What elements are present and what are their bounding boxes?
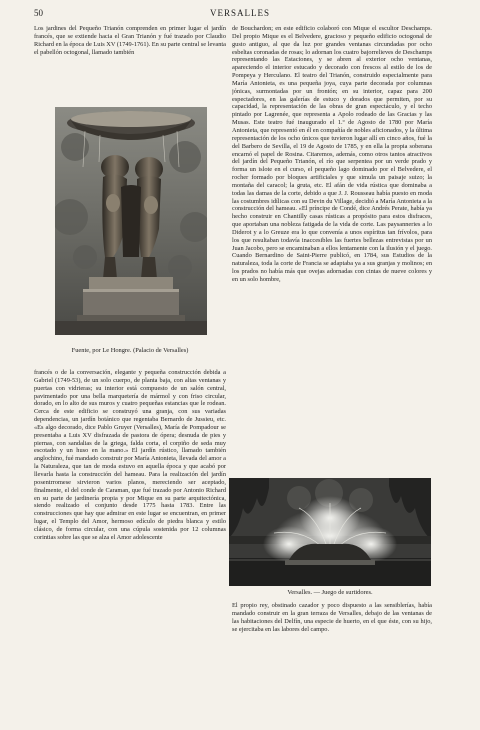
paragraph: de Bouchardon; en este edificio colaboró con Mique el escultor Deschamps. Del propio Mique es el Belvedere, gracioso y pequeño edificio octogonal de gusto antiguo, al que da luz por grandes ventanas circundadas por ocho esbeltas coronadas de rosas; lo adornan los cuatro bajorrelieves de Deschamps representando las Estaciones, y se abren al exterior ocho ventanas, apareciendo el interior estucado y decorado con frescos al estilo de los de Pompeya y Herculano. El teatro del Trianón, construido especialmente para María Antonieta, es una pequeña joya, cuya parte decorada por columnas jónicas, surmontadas por un frontón; en su interior, capaz para 200 espectadores, en las galerías de estuco y dorados que permiten, por su capacidad, la representación de las obras de gran espectáculo, y el techo pintado por Lagrenée, que representa a Apolo rodeado de las Gracias y las Musas. Este teatro fué inaugurado el 1.º de Agosto de 1780 por María Antonieta, que representó en él en compañía de nobles aficionados, y la última representación de los ocho únicos que tuvieron lugar allí en cinco años, fué la del Barbero de Sevilla, el 19 de Agosto de 1785, y en ella la propia soberana encarnó el papel de Rosina. Citaremos, además, como otros tantos atractivos del jardín del Pequeño Trianón, el río que serpentea por un verde prado y forma un islote en el curso, el pequeño lago dominado por el Belvedere, el rocher formado por bloques artificiales y que simula un paisaje suizo; la montaña del caracol; la gruta, etc. El afán de vida rústica que dominaba a todas las damas de la corte, debido a que J. J. Rousseau había puesto en moda las costumbres idílicas con su Devin du Village, decidió a María Antonieta a la construcción del hameau. «El príncipe de Condé, dice Andrés Perate, había ya hecho construir en Chantilly casas rústicas a propósito para estos disfraces, que aportaban una nobleza fatigada de la vida de corte. Las paysanneries a lo Diderot y a lo Greuze era lo que convenía a unos espíritus tan frívolos, para los que resultaban todavía inaccesibles las fuertes bellezas entrevistas por un Juan Jacobo, pero se encaminaban a ellos lentamente con la ilusión y el juego. Cuando Bernardino de Saint-Pierre publicó, en 1784, sus Estudios de la naturaleza, toda la corte de Francia se adaptaba ya a sus granjas y molinos; en los prados no había más que ovejas adornadas con cintas de nueve colores y en un solo hombre, (232, 25, 432, 283)
page-number: 50 (34, 8, 43, 18)
paragraph: El propio rey, obstinado cazador y poco dispuesto a las sensiblerías, había mandado construir en la gran terraza de Versalles, debajo de las ventanas de las habitaciones del Delfín, una especie de huerto, en el que éste, con su hijo, se ejercitaba en las labores del campo. (232, 602, 432, 633)
paragraph: Los jardines del Pequeño Trianón comprenden en primer lugar el jardín francés, que se extiende hacia el Gran Trianón y fué trazado por Claudio Richard en la época de Luis XV (1749-1761). En su parte central se levanta el pabellón octogonal, llamado también (34, 25, 226, 56)
fountain-illustration (55, 107, 207, 335)
fountain-jets-caption: Versalles. — Juego de surtidores. (287, 589, 373, 596)
text-column-left-bottom (34, 369, 226, 727)
fountain-jets-illustration (229, 478, 431, 586)
fountain-photo (55, 107, 207, 335)
text-column-right-bottom (232, 602, 432, 728)
running-title: VERSALLES (209, 8, 270, 18)
fountain-caption: Fuente, por Le Hongre. (Palacio de Versalles) (71, 347, 189, 354)
fountain-jets-photo (229, 478, 431, 586)
text-column-right-top (232, 25, 432, 473)
text-column-left-top (34, 25, 226, 105)
paragraph: francés o de la conversación, elegante y pequeña construcción debida a Gabriel (1749-53), de un solo cuerpo, de planta baja, con altas ventanas y puertas con vidrieras; su interior está compuesto de un salón central, pavimentado por una bella marquetería de mármol y con friso circular, dorado, en lo alto de sus muros y cuatro pequeñas estancias que le rodean. Cerca de este edificio se construyó una granja, con sus variadas dependencias, un jardín botánico que regentaba Bernardo de Jussieu, etc. «Es algo decorado, dice Pablo Gruyer (Versalles), María de Pompadour se presentaba a Luis XV disfrazada de pastora de ópera; desnuda de pies y piernas, con sandalias de la griega, falda corta, el corpiño de seda muy escotado y un huso en la mano.» El jardín rústico, llamado también anglochino, fué mandado construir por María Antonieta, llevada del amor a la Naturaleza, que tan de moda estuvo en aquella época y que acabó por llevarla hasta la construcción del hameau. Para la realización del jardín posentrromese sirvieron varios planos, mereciendo ser aceptado, finalmente, el del conde de Caraman, que fué trazado por Antonio Richard en su parte de jardinería propia y por Mique en su parte arquitectónica, siendo realizado el conjunto desde 1775 hasta 1783. Entre las construcciones que hay que admirar en este lugar se encuentran, en primer lugar, el Templo del Amor, hermoso edículo de piedra blanca y estilo clásico, de forma circular, con una cúpula sostenida por 12 columnas corintias sobre las que se alza el Amor adolescente (34, 369, 226, 541)
